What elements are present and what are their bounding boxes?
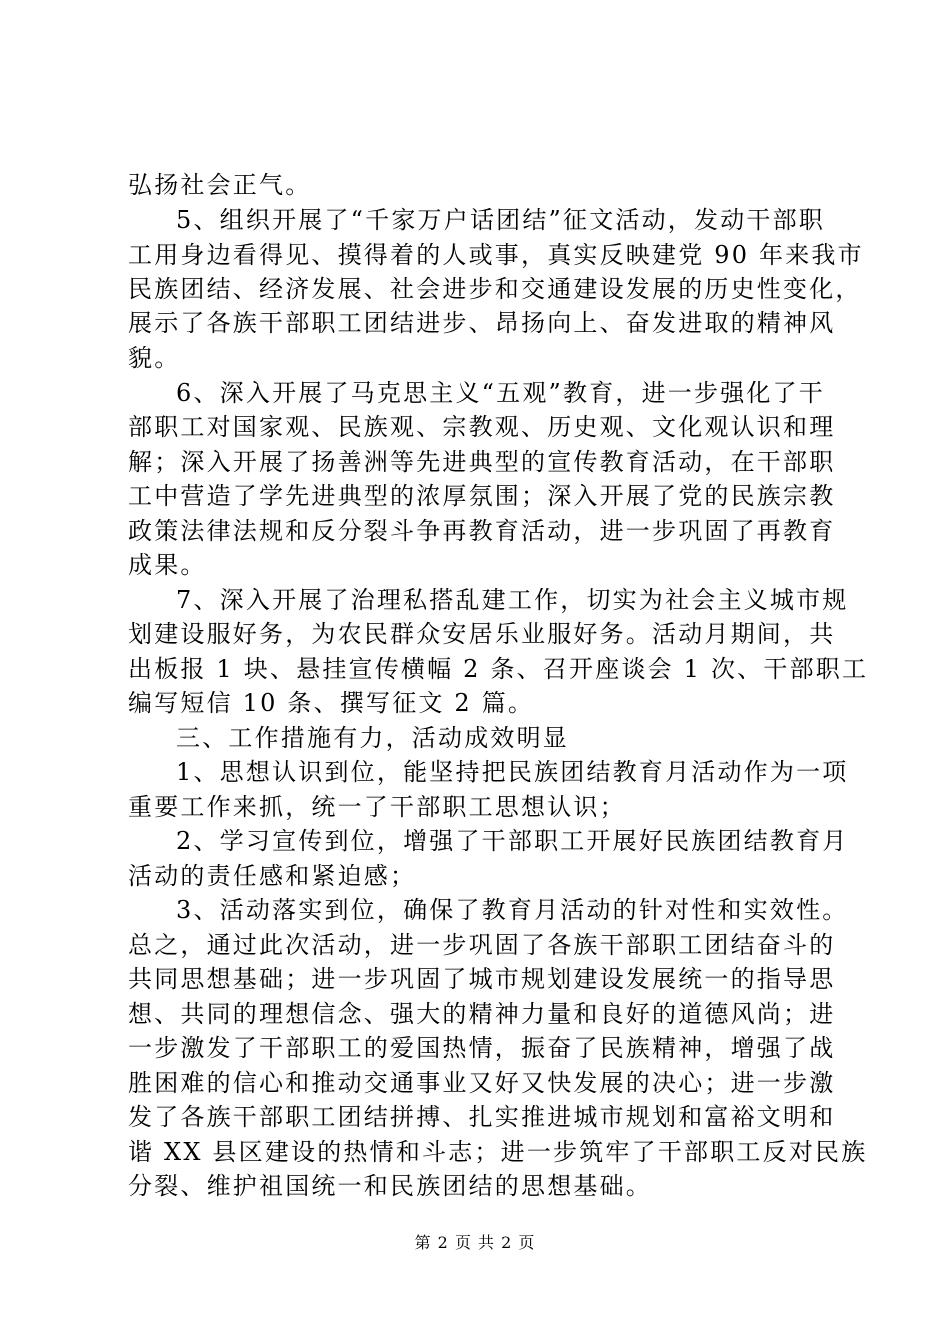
page-number: 第 2 页 共 2 页: [414, 1233, 536, 1252]
text-line: 划建设服好务，为农民群众安居乐业服好务。活动月期间，共: [128, 620, 836, 648]
text-line: 1、思想认识到位，能坚持把民族团结教育月活动作为一项: [176, 758, 849, 786]
text-line: 2、学习宣传到位，增强了干部职工开展好民族团结教育月: [176, 827, 849, 855]
text-line: 展示了各族干部职工团结进步、昂扬向上、奋发进取的精神风: [128, 309, 836, 337]
text-line: 重要工作来抓，统一了干部职工思想认识；: [128, 793, 626, 821]
text-line: 活动的责任感和紧迫感；: [128, 862, 417, 890]
text-line: 总之，通过此次活动，进一步巩固了各族干部职工团结奋斗的: [128, 931, 836, 959]
text-line: 工用身边看得见、摸得着的人或事，真实反映建党 90 年来我市: [128, 241, 864, 269]
section-heading: 三、工作措施有力，活动成效明显: [176, 724, 569, 752]
text-line: 一步激发了干部职工的爱国热情，振奋了民族精神，增强了战: [128, 1034, 836, 1062]
text-line: 民族团结、经济发展、社会进步和交通建设发展的历史性变化，: [128, 275, 862, 303]
text-line: 成果。: [128, 551, 207, 579]
text-line: 发了各族干部职工团结拼搏、扎实推进城市规划和富裕文明和: [128, 1103, 836, 1131]
text-line: 貌。: [128, 344, 181, 372]
text-line: 弘扬社会正气。: [128, 171, 312, 199]
text-line: 想、共同的理想信念、强大的精神力量和良好的道德风尚；进: [128, 1000, 836, 1028]
text-line: 5、组织开展了“千家万户话团结”征文活动，发动干部职: [176, 206, 826, 234]
text-line: 部职工对国家观、民族观、宗教观、历史观、文化观认识和理: [128, 413, 836, 441]
text-line: 3、活动落实到位，确保了教育月活动的针对性和实效性。: [176, 896, 849, 924]
text-line: 政策法律法规和反分裂斗争再教育活动，进一步巩固了再教育: [128, 517, 836, 545]
text-line: 解；深入开展了扬善洲等先进典型的宣传教育活动，在干部职: [128, 448, 836, 476]
text-line: 共同思想基础；进一步巩固了城市规划建设发展统一的指导思: [128, 965, 836, 993]
text-line: 胜困难的信心和推动交通事业又好又快发展的决心；进一步激: [128, 1069, 836, 1097]
text-line: 7、深入开展了治理私搭乱建工作，切实为社会主义城市规: [176, 586, 849, 614]
text-line: 工中营造了学先进典型的浓厚氛围；深入开展了党的民族宗教: [128, 482, 836, 510]
text-line: 编写短信 10 条、撰写征文 2 篇。: [128, 689, 535, 717]
text-line: 谐 XX 县区建设的热情和斗志；进一步筑牢了干部职工反对民族: [128, 1138, 868, 1166]
text-line: 分裂、维护祖国统一和民族团结的思想基础。: [128, 1172, 652, 1200]
text-line: 6、深入开展了马克思主义“五观”教育，进一步强化了干: [176, 379, 826, 407]
text-line: 出板报 1 块、悬挂宣传横幅 2 条、召开座谈会 1 次、干部职工: [128, 655, 869, 683]
